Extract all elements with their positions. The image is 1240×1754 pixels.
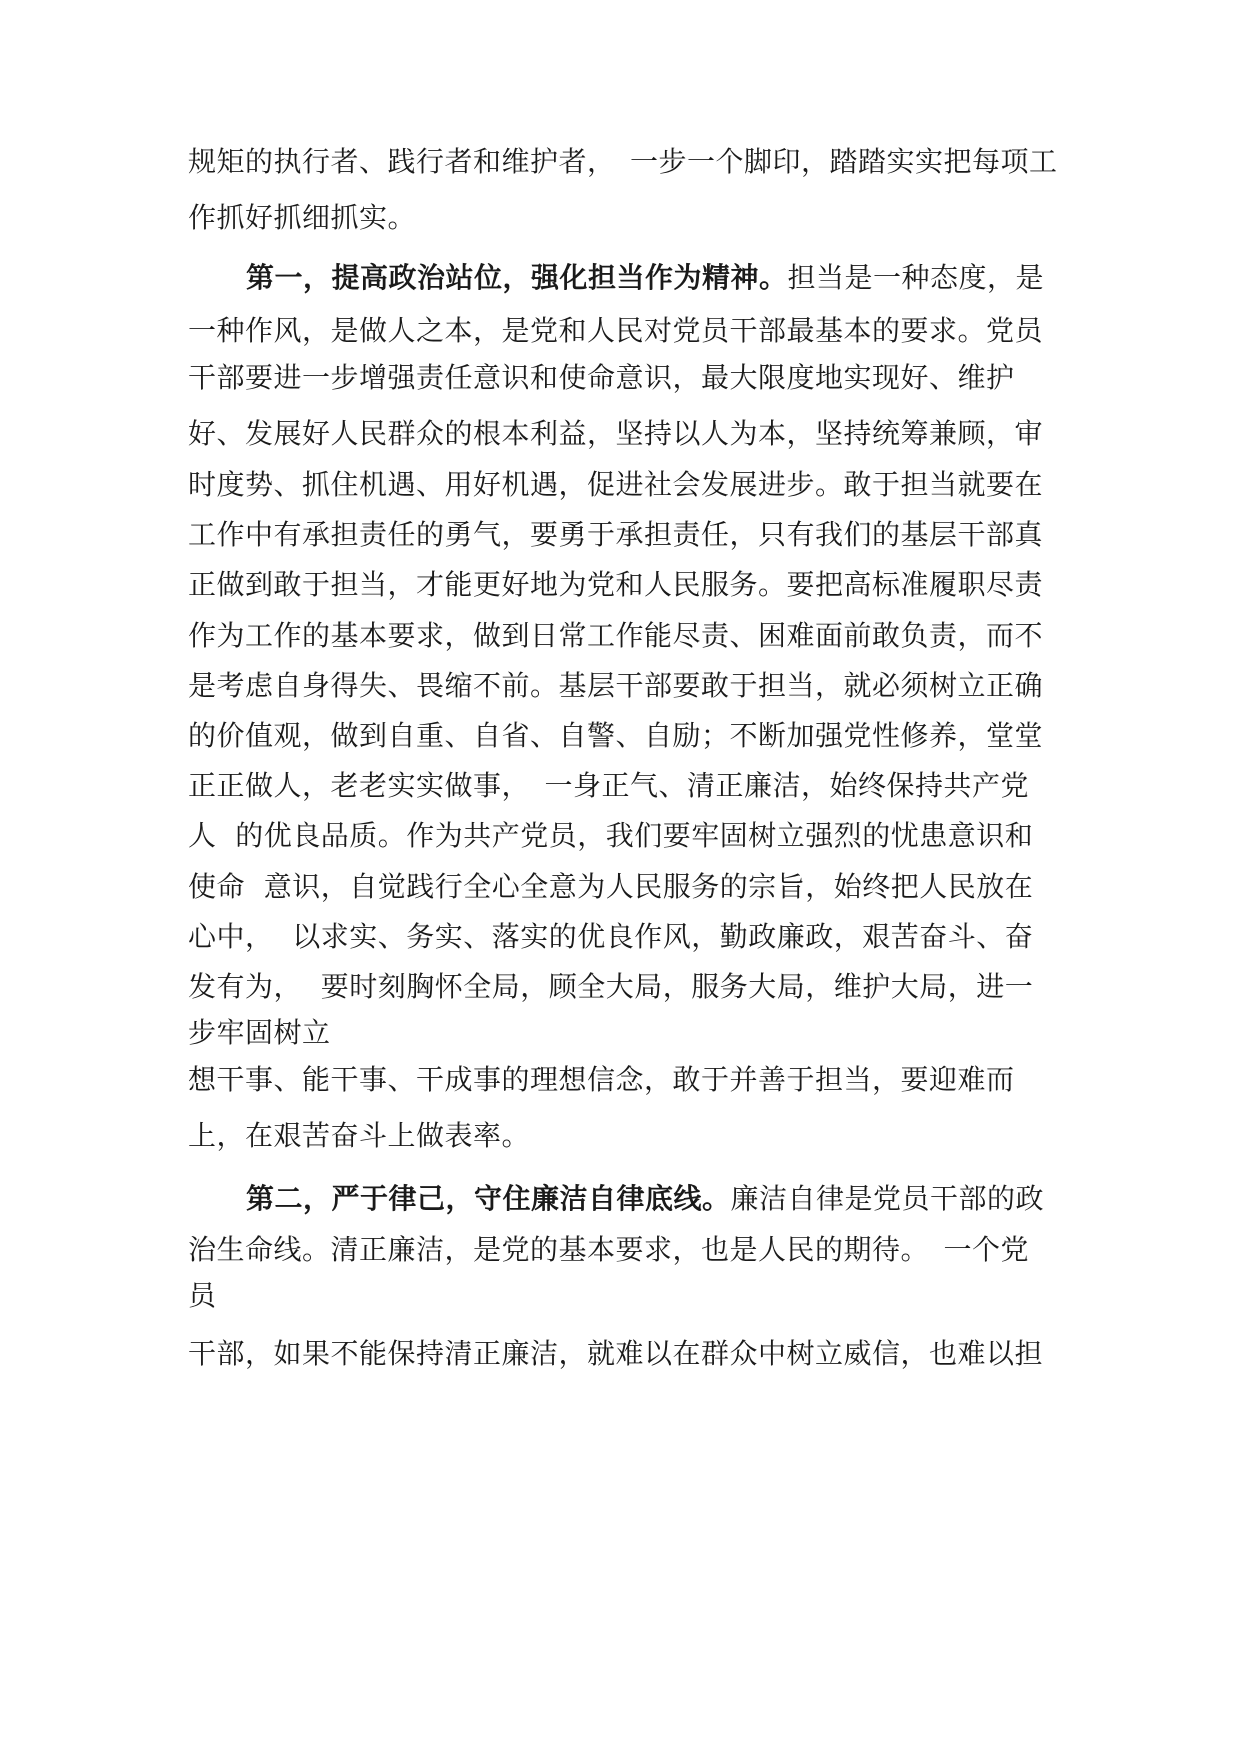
section1-heading: 第一，提高政治站位，强化担当作为精神。 — [246, 261, 788, 294]
section1-line: 心中， 以求实、务实、落实的优良作风，勤政廉政，艰苦奋斗、奋 — [188, 920, 1034, 953]
section1-line: 上，在艰苦奋斗上做表率。 — [188, 1119, 531, 1152]
intro-line-2: 作抓好抓细抓实。 — [188, 201, 417, 234]
section1-line: 步牢固树立 — [188, 1016, 331, 1049]
intro-line-1: 规矩的执行者、践行者和维护者， 一步一个脚印，踏踏实实把每项工 — [188, 145, 1058, 178]
section2-line: 治生命线。清正廉洁，是党的基本要求，也是人民的期待。 一个党 — [188, 1233, 1030, 1266]
section1-line: 发有为， 要时刻胸怀全局，顾全大局，服务大局，维护大局，进一 — [188, 970, 1034, 1003]
section1-line: 正正做人，老老实实做事， 一身正气、清正廉洁，始终保持共产党 — [188, 769, 1030, 802]
section2-line: 干部，如果不能保持清正廉洁，就难以在群众中树立威信，也难以担 — [188, 1337, 1044, 1370]
section1-line: 好、发展好人民群众的根本利益，坚持以人为本，坚持统筹兼顾，审 — [188, 417, 1044, 450]
section1-line: 作为工作的基本要求，做到日常工作能尽责、困难面前敢负责，而不 — [188, 619, 1044, 652]
section1-line: 工作中有承担责任的勇气，要勇于承担责任，只有我们的基层干部真 — [188, 518, 1044, 551]
section2-first-line — [246, 1179, 1044, 1219]
section1-line: 人 的优良品质。作为共产党员，我们要牢固树立强烈的忧患意识和 — [188, 819, 1034, 852]
section2-heading: 第二，严于律己，守住廉洁自律底线。 — [246, 1182, 731, 1215]
section1-line: 时度势、抓住机遇、用好机遇，促进社会发展进步。敢于担当就要在 — [188, 468, 1044, 501]
section1-line: 的价值观，做到自重、自省、自警、自励；不断加强党性修养，堂堂 — [188, 719, 1044, 752]
section1-first-line — [246, 258, 1044, 298]
section1-first-line-rest: 担当是一种态度，是 — [787, 261, 1045, 294]
section1-line: 使命 意识，自觉践行全心全意为人民服务的宗旨，始终把人民放在 — [188, 870, 1034, 903]
section2-line: 员 — [188, 1279, 217, 1312]
section1-line: 是考虑自身得失、畏缩不前。基层干部要敢于担当，就必须树立正确 — [188, 669, 1044, 702]
section1-line: 正做到敢于担当，才能更好地为党和人民服务。要把高标准履职尽责 — [188, 568, 1044, 601]
section1-line: 一种作风，是做人之本，是党和人民对党员干部最基本的要求。党员 — [188, 314, 1044, 347]
section1-line: 想干事、能干事、干成事的理想信念，敢于并善于担当，要迎难而 — [188, 1063, 1015, 1096]
section1-line: 干部要进一步增强责任意识和使命意识，最大限度地实现好、维护 — [188, 361, 1015, 394]
section2-first-line-rest: 廉洁自律是党员干部的政 — [730, 1182, 1045, 1215]
